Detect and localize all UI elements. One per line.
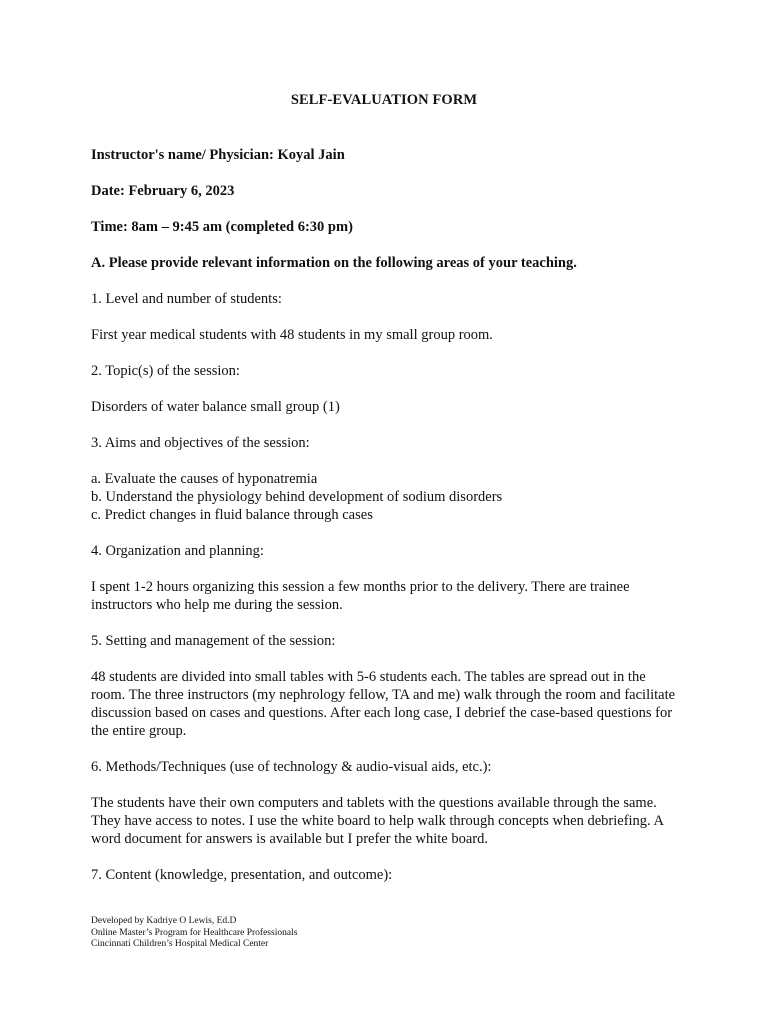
page-footer [91,916,297,951]
answer-4: I spent 1-2 hours organizing this session a few months prior to the delivery. There are trainee instructors who help me during the session. [91,579,630,613]
question-2: 2. Topic(s) of the session: [91,363,240,379]
question-3: 3. Aims and objectives of the session: [91,435,310,451]
answer-1: First year medical students with 48 students in my small group room. [91,327,493,343]
footer-program: Online Master’s Program for Healthcare Professionals [91,927,298,938]
objectives-list [91,470,681,524]
objective-item-b: b. Understand the physiology behind development of sodium disorders [91,489,503,505]
question-1: 1. Level and number of students: [91,291,282,307]
answer-5: 48 students are divided into small tables with 5-6 students each. The tables are spread out in the room. The three instructors (my nephrology fellow, TA and me) walk through the room and facilitate discussion based on cases and questions. After each long case, I debrief the case-based questions for the entire group. [91,669,676,739]
form-body [91,146,681,902]
question-4: 4. Organization and planning: [91,543,264,559]
session-date: Date: February 6, 2023 [91,183,235,199]
section-a-heading: A. Please provide relevant information on the following areas of your teaching. [91,255,577,271]
instructor-name: Instructor's name/ Physician: Koyal Jain [91,147,345,163]
footer-institution: Cincinnati Children’s Hospital Medical Center [91,939,269,949]
objective-item-a: a. Evaluate the causes of hyponatremia [91,471,318,487]
answer-6: The students have their own computers and tablets with the questions available through the same. They have access to notes. I use the white board to help walk through concepts when debriefing. A word document for answers is available but I prefer the white board. [91,795,664,847]
footer-author: Developed by Kadriye O Lewis, Ed.D [91,916,237,926]
objective-item-c: c. Predict changes in fluid balance through cases [91,507,373,523]
session-time: Time: 8am – 9:45 am (completed 6:30 pm) [91,219,353,235]
question-5: 5. Setting and management of the session: [91,633,336,649]
answer-2: Disorders of water balance small group (1) [91,399,340,415]
question-6: 6. Methods/Techniques (use of technology & audio-visual aids, etc.): [91,759,492,775]
form-title: SELF-EVALUATION FORM [290,92,478,108]
question-7: 7. Content (knowledge, presentation, and outcome): [91,867,393,883]
